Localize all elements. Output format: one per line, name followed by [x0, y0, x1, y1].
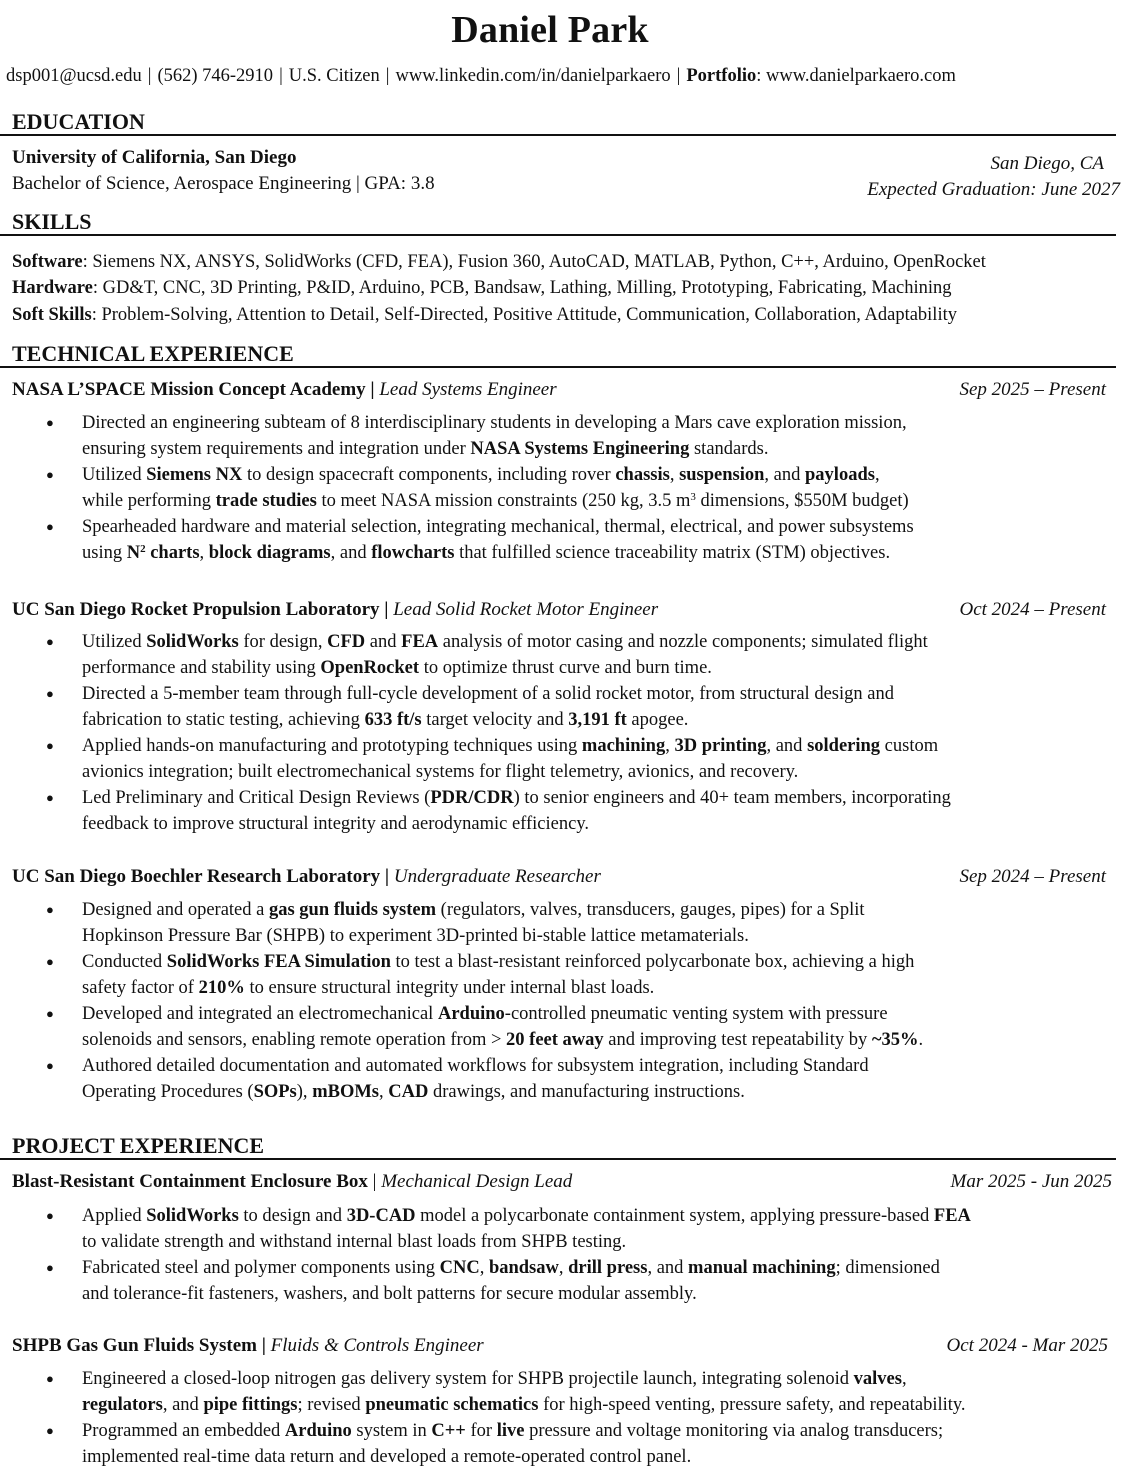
bullet-text: , and	[764, 465, 806, 485]
bullet-text: ,	[479, 1258, 489, 1278]
bullet-text: to meet NASA mission constraints (250 kg, 3.5 m	[316, 491, 691, 511]
bullet-text: dimensions, $550M budget)	[695, 491, 909, 511]
bullet-keyword: 633 ft/s	[364, 710, 422, 730]
bullet-keyword: C++	[431, 1421, 466, 1441]
bullet-text: to design and	[238, 1206, 347, 1226]
bullet-text: , and	[162, 1395, 204, 1415]
bullet-item	[0, 410, 914, 462]
job-bullets	[0, 897, 923, 1105]
bullet-keyword: Arduino	[437, 1004, 505, 1024]
bullet-text: ) to senior engineers and 40+ team members, incorporating	[513, 788, 951, 808]
skills-heading: SKILLS	[0, 210, 1116, 236]
technical-heading: TECHNICAL EXPERIENCE	[0, 342, 1116, 368]
bullet-keyword: ~35%	[871, 1030, 919, 1050]
skills-hardware-label: Hardware	[12, 278, 93, 298]
bullet-keyword: OpenRocket	[320, 658, 420, 678]
bullet-keyword: block diagrams	[208, 543, 331, 563]
bullet-keyword: N	[126, 543, 141, 563]
bullet-text: (regulators, valves, transducers, gauges, pipes) for a Split	[436, 900, 865, 920]
bullet-keyword: gas gun fluids system	[268, 900, 437, 920]
bullet-text: implemented real-time data return and developed a remote-operated control panel.	[82, 1447, 692, 1467]
bullet-text: to optimize thrust curve and burn time.	[419, 658, 712, 678]
bullet-text: avionics integration; built electromechanical systems for flight telemetry, avionics, and recovery.	[82, 762, 799, 782]
bullet-text: and	[365, 632, 402, 652]
bullet-text: ),	[296, 1082, 313, 1102]
bullet-keyword: PDR/CDR	[430, 788, 514, 808]
job-bullets	[0, 629, 951, 837]
bullet-item	[0, 785, 951, 837]
bullet-keyword: bandsaw	[488, 1258, 559, 1278]
bullet-keyword: CFD	[327, 632, 366, 652]
job-org: UC San Diego Rocket Propulsion Laboratory |	[12, 599, 389, 620]
bullet-item	[0, 1255, 971, 1307]
bullet-keyword: SolidWorks	[146, 632, 239, 652]
bullet-text: ; revised	[297, 1395, 366, 1415]
skills-software-list: : Siemens NX, ANSYS, SolidWorks (CFD, FEA), Fusion 360, AutoCAD, MATLAB, Python, C++, Arduino, OpenRocket	[82, 252, 986, 272]
project-header	[12, 1171, 1112, 1193]
job-role: Undergraduate Researcher	[393, 866, 601, 887]
bullet-keyword: valves	[853, 1369, 902, 1389]
bullet-keyword: manual machining	[688, 1258, 836, 1278]
bullet-keyword: 3D printing	[674, 736, 767, 756]
bullet-text: that fulfilled science traceability matrix (STM) objectives.	[454, 543, 891, 563]
bullet-keyword: Arduino	[284, 1421, 352, 1441]
bullet-keyword: mBOMs	[312, 1082, 379, 1102]
education-degree-row	[12, 173, 1120, 200]
bullet-keyword: FEA	[933, 1206, 971, 1226]
bullet-item	[0, 1053, 923, 1105]
skills-hardware	[12, 278, 952, 299]
bullet-text: ,	[558, 1258, 569, 1278]
bullet-keyword: SolidWorks	[146, 1206, 239, 1226]
bullet-keyword: pneumatic schematics	[365, 1395, 539, 1415]
skills-soft-list: : Problem-Solving, Attention to Detail, Self-Directed, Positive Attitude, Communication, Collaboration, Adaptability	[91, 305, 957, 325]
bullet-text: safety factor of	[82, 978, 199, 998]
job-dates: Oct 2024 – Present	[959, 599, 1106, 620]
job-org: NASA L’SPACE Mission Concept Academy |	[12, 379, 375, 400]
contact-line	[6, 66, 956, 87]
contact-phone: (562) 746-2910	[157, 66, 274, 86]
job-role: Lead Solid Rocket Motor Engineer	[393, 599, 659, 620]
bullet-text: for high-speed venting, pressure safety, and repeatability.	[538, 1395, 966, 1415]
bullet-text: standards.	[689, 439, 769, 459]
project-role: Mechanical Design Lead	[381, 1171, 573, 1192]
contact-citizenship: U.S. Citizen	[288, 66, 380, 86]
bullet-keyword: Siemens NX	[146, 465, 243, 485]
skills-soft	[12, 305, 957, 326]
bullet-text: to design spacecraft components, including rover	[242, 465, 616, 485]
bullet-text: ,	[901, 1369, 907, 1389]
bullet-keyword: 3,191 ft	[568, 710, 627, 730]
bullet-item	[0, 1001, 923, 1053]
bullet-item	[0, 514, 914, 566]
project-role: Fluids & Controls Engineer	[270, 1335, 484, 1356]
bullet-text: ,	[874, 465, 880, 485]
bullet-text: Utilized	[82, 632, 147, 652]
bullet-text: feedback to improve structural integrity and aerodynamic efficiency.	[82, 814, 589, 834]
job-header	[12, 866, 1106, 888]
bullet-keyword: suspension	[679, 465, 765, 485]
bullet-text: ,	[379, 1082, 389, 1102]
project-separator: |	[367, 1171, 382, 1192]
bullet-text: Hopkinson Pressure Bar (SHPB) to experiment 3D-printed bi-stable lattice metamaterials.	[82, 926, 749, 946]
bullet-text: for design,	[238, 632, 328, 652]
bullet-keyword: drill press	[568, 1258, 648, 1278]
bullet-keyword: trade studies	[215, 491, 317, 511]
bullet-text: apogee.	[626, 710, 689, 730]
bullet-text: -controlled pneumatic venting system with pressure	[504, 1004, 888, 1024]
bullet-keyword: SolidWorks FEA Simulation	[166, 952, 391, 972]
skills-software-label: Software	[12, 252, 83, 272]
bullet-text: and tolerance-fit fasteners, washers, and bolt patterns for secure modular assembly.	[82, 1284, 697, 1304]
job-dates: Sep 2025 – Present	[959, 379, 1106, 400]
bullet-keyword: NASA Systems Engineering	[470, 439, 690, 459]
education-school: University of California, San Diego	[12, 147, 297, 168]
bullet-keyword: charts	[145, 543, 200, 563]
bullet-text: pressure and voltage monitoring via analog transducers;	[524, 1421, 944, 1441]
bullet-text: Authored detailed documentation and automated workflows for subsystem integration, including Standard	[82, 1056, 869, 1076]
contact-portfolio[interactable]: : www.danielparkaero.com	[756, 66, 956, 86]
bullet-text: to validate strength and withstand internal blast loads from SHPB testing.	[82, 1232, 627, 1252]
bullet-item	[0, 681, 951, 733]
bullet-text: analysis of motor casing and nozzle components; simulated flight	[438, 632, 928, 652]
superscript: 2	[140, 543, 146, 555]
contact-linkedin[interactable]: www.linkedin.com/in/danielparkaero	[395, 66, 671, 86]
portfolio-label: Portfolio	[686, 66, 757, 86]
bullet-keyword: regulators	[82, 1395, 163, 1415]
bullet-text: model a polycarbonate containment system, applying pressure-based	[415, 1206, 934, 1226]
bullet-text: and improving test repeatability by	[603, 1030, 872, 1050]
bullet-text: while performing	[82, 491, 216, 511]
bullet-text: Applied hands-on manufacturing and prototyping techniques using	[82, 736, 582, 756]
bullet-text: target velocity and	[421, 710, 569, 730]
bullet-text: Designed and operated a	[82, 900, 269, 920]
project-bullets	[0, 1366, 966, 1470]
bullet-text: Engineered a closed-loop nitrogen gas delivery system for SHPB projectile launch, integrating solenoid	[82, 1369, 854, 1389]
bullet-item	[0, 897, 923, 949]
bullet-item	[0, 462, 914, 514]
bullet-text: Conducted	[82, 952, 167, 972]
bullet-text: to ensure structural integrity under internal blast loads.	[244, 978, 655, 998]
project-dates: Oct 2024 - Mar 2025	[946, 1335, 1108, 1356]
job-dates: Sep 2024 – Present	[959, 866, 1106, 887]
skills-hardware-list: : GD&T, CNC, 3D Printing, P&ID, Arduino, PCB, Bandsaw, Lathing, Milling, Prototyping, Fabricating, Machining	[92, 278, 952, 298]
bullet-keyword: CAD	[388, 1082, 429, 1102]
job-bullets	[0, 410, 914, 566]
bullet-text: ,	[665, 736, 675, 756]
contact-separator: |	[279, 66, 283, 86]
bullet-text: Applied	[82, 1206, 147, 1226]
bullet-keyword: chassis	[615, 465, 670, 485]
job-org: UC San Diego Boechler Research Laboratory |	[12, 866, 390, 887]
projects-heading: PROJECT EXPERIENCE	[0, 1134, 1116, 1160]
education-graduation: Expected Graduation: June 2027	[867, 179, 1120, 200]
bullet-keyword: pipe fittings	[203, 1395, 298, 1415]
bullet-text: drawings, and manufacturing instructions.	[428, 1082, 745, 1102]
bullet-text: Programmed an embedded	[82, 1421, 285, 1441]
bullet-item	[0, 949, 923, 1001]
bullet-text: custom	[880, 736, 939, 756]
bullet-item	[0, 1418, 966, 1470]
skills-software	[12, 252, 986, 273]
project-name: Blast-Resistant Containment Enclosure Box	[12, 1171, 368, 1192]
contact-separator: |	[385, 66, 390, 86]
bullet-text: ensuring system requirements and integration under	[82, 439, 471, 459]
bullet-text: system in	[351, 1421, 432, 1441]
contact-email[interactable]: dsp001@ucsd.edu	[6, 66, 142, 86]
bullet-text: ,	[199, 543, 209, 563]
bullet-keyword: CNC	[439, 1258, 480, 1278]
bullet-keyword: 20 feet away	[506, 1030, 604, 1050]
bullet-keyword: flowcharts	[371, 543, 455, 563]
bullet-item	[0, 1366, 966, 1418]
bullet-text: Operating Procedures (	[82, 1082, 254, 1102]
contact-separator: |	[147, 66, 152, 86]
bullet-keyword: payloads	[805, 465, 875, 485]
bullet-keyword: SOPs	[253, 1082, 297, 1102]
project-name: SHPB Gas Gun Fluids System |	[12, 1335, 266, 1356]
bullet-keyword: 3D-CAD	[346, 1206, 416, 1226]
bullet-text: Utilized	[82, 465, 147, 485]
bullet-text: using	[82, 543, 127, 563]
bullet-text: solenoids and sensors, enabling remote operation from >	[82, 1030, 507, 1050]
project-header	[12, 1335, 1108, 1357]
job-header	[12, 379, 1106, 401]
bullet-keyword: live	[496, 1421, 525, 1441]
job-role: Lead Systems Engineer	[379, 379, 557, 400]
bullet-keyword: soldering	[807, 736, 881, 756]
bullet-text: Led Preliminary and Critical Design Reviews (	[82, 788, 431, 808]
bullet-text: Directed a 5-member team through full-cycle development of a solid rocket motor, from structural design and	[82, 684, 894, 704]
bullet-text: to test a blast-resistant reinforced polycarbonate box, achieving a high	[390, 952, 915, 972]
bullet-text: for	[465, 1421, 497, 1441]
bullet-keyword: machining	[581, 736, 666, 756]
bullet-text: Spearheaded hardware and material selection, integrating mechanical, thermal, electrical, and power subsystems	[82, 517, 914, 537]
candidate-name: Daniel Park	[451, 9, 649, 51]
bullet-item	[0, 629, 951, 681]
bullet-text: ; dimensioned	[835, 1258, 940, 1278]
education-heading: EDUCATION	[0, 110, 1116, 136]
contact-separator: |	[676, 66, 681, 86]
bullet-keyword: 210%	[198, 978, 245, 998]
education-school-row	[12, 147, 1110, 174]
bullet-text: Fabricated steel and polymer components using	[82, 1258, 440, 1278]
skills-soft-label: Soft Skills	[12, 305, 92, 325]
education-location: San Diego, CA	[990, 153, 1104, 174]
bullet-text: ,	[669, 465, 680, 485]
bullet-item	[0, 733, 951, 785]
bullet-text: performance and stability using	[82, 658, 321, 678]
job-header	[12, 599, 1106, 621]
bullet-text: , and	[766, 736, 808, 756]
bullet-text: Directed an engineering subteam of 8 interdisciplinary students in developing a Mars cave exploration mission,	[82, 413, 907, 433]
superscript: 3	[690, 491, 696, 503]
bullet-keyword: FEA	[401, 632, 439, 652]
bullet-text: , and	[330, 543, 372, 563]
education-degree: Bachelor of Science, Aerospace Engineering | GPA: 3.8	[12, 173, 435, 194]
project-dates: Mar 2025 - Jun 2025	[950, 1171, 1112, 1192]
bullet-text: Developed and integrated an electromechanical	[82, 1004, 438, 1024]
bullet-text: , and	[647, 1258, 689, 1278]
project-bullets	[0, 1203, 971, 1307]
bullet-text: fabrication to static testing, achieving	[82, 710, 365, 730]
bullet-text: .	[918, 1030, 924, 1050]
bullet-item	[0, 1203, 971, 1255]
